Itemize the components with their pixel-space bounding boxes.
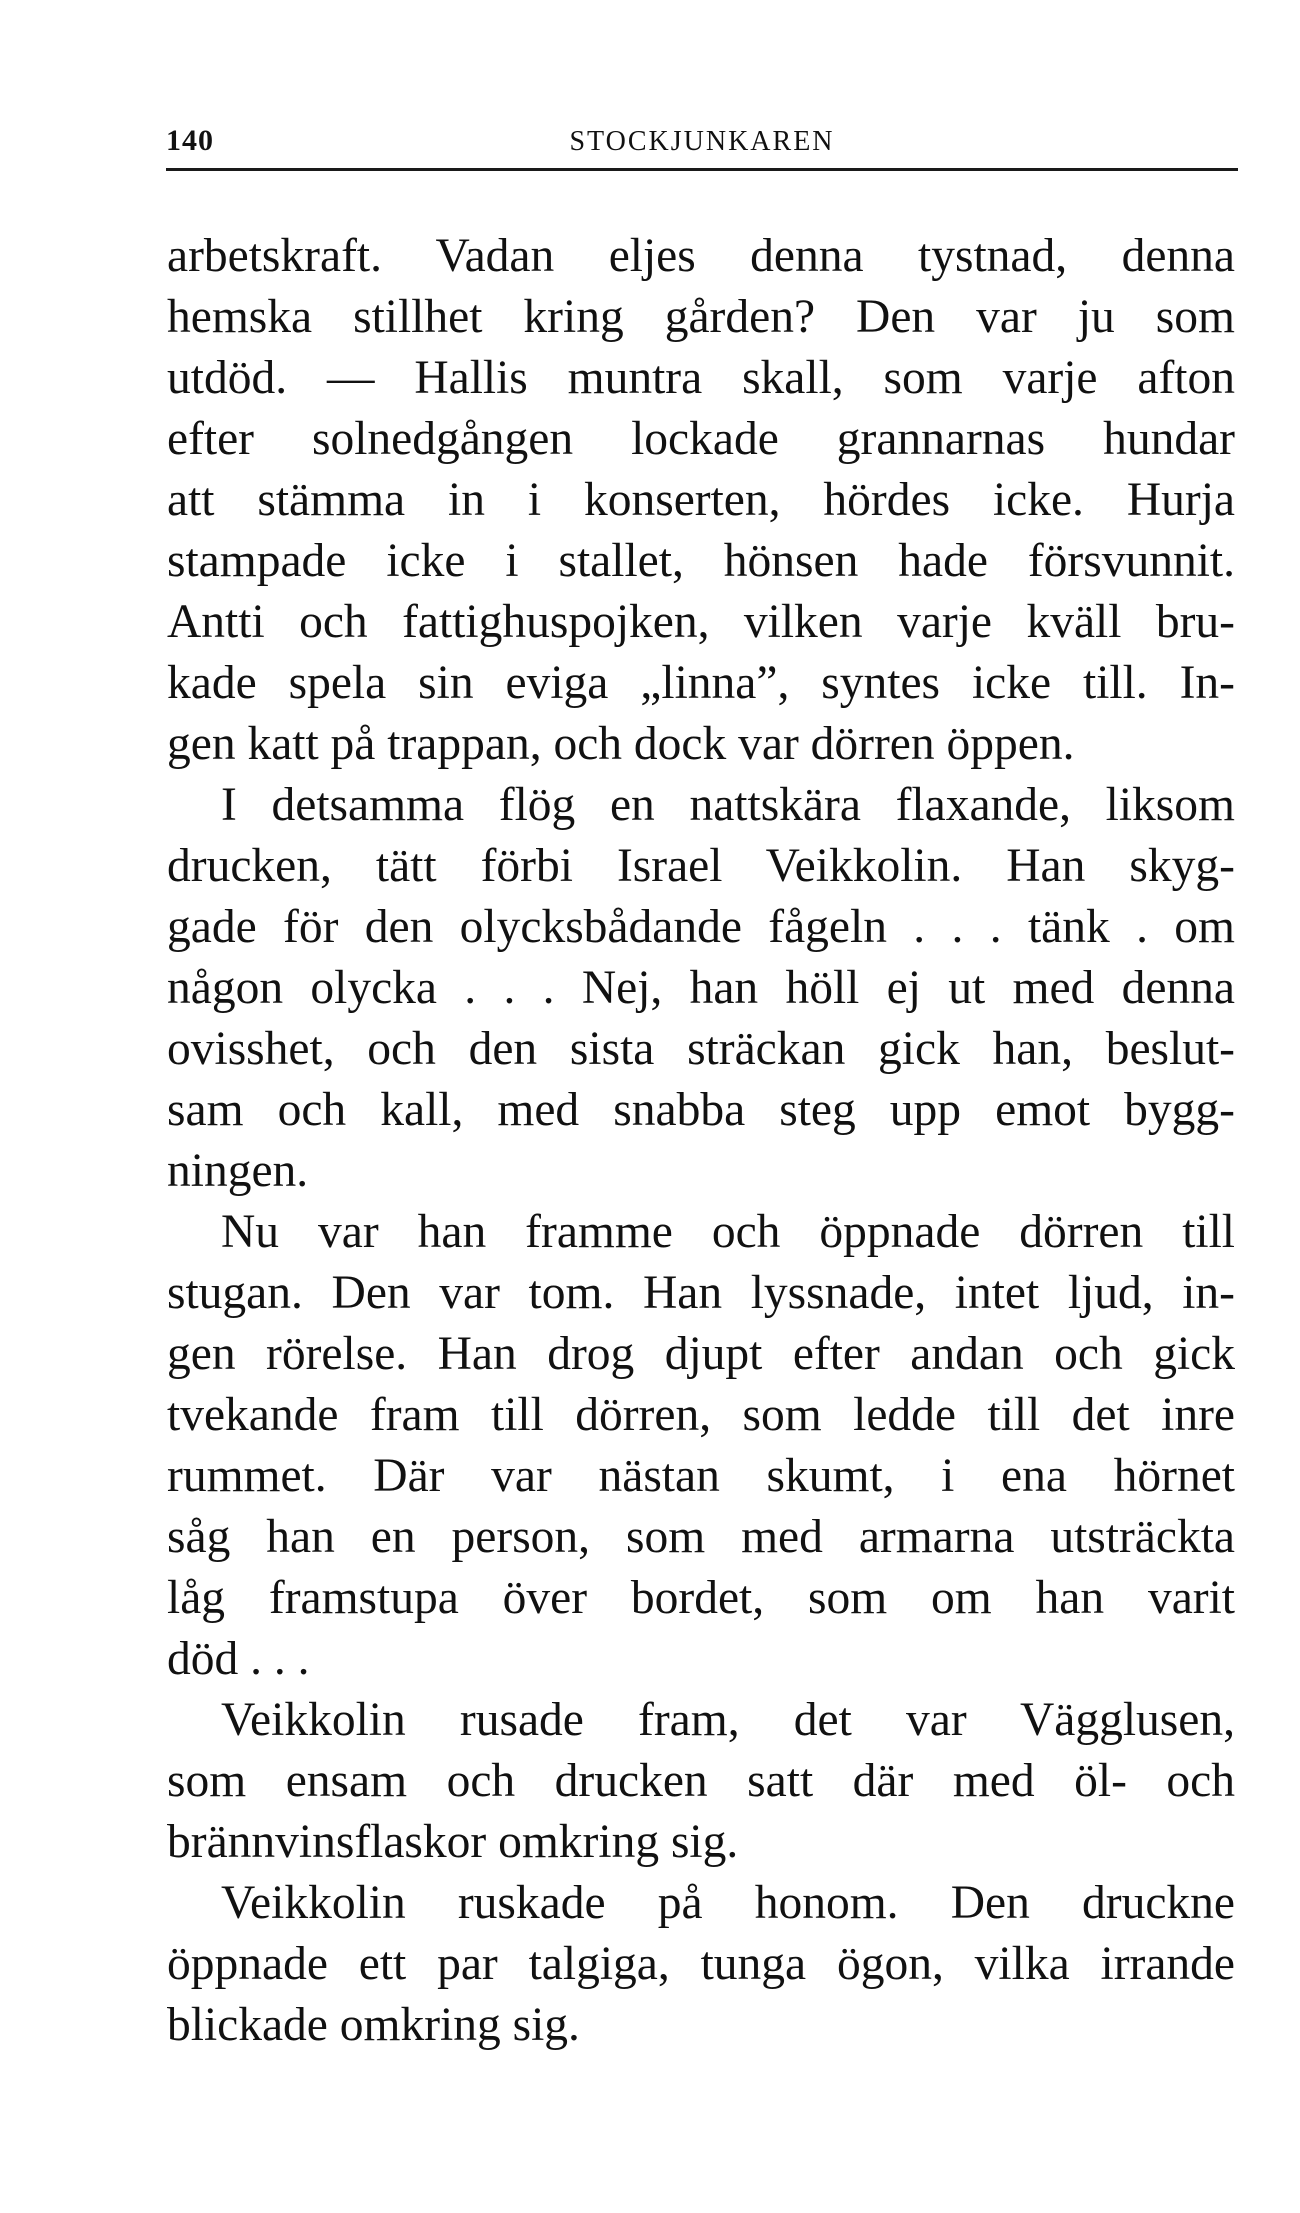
paragraph-2: [167, 775, 1235, 1202]
text-line: såg han en person, som med armarna utsträckta: [167, 1511, 1235, 1563]
text-line: Veikkolin ruskade på honom. Den druckne: [221, 1877, 1235, 1929]
text-line: ningen.: [167, 1145, 309, 1197]
text-line: brännvinsflaskor omkring sig.: [167, 1816, 739, 1868]
text-line: gade för den olycksbådande fågeln . . . tänk . om: [167, 901, 1235, 953]
text-line: Antti och fattighuspojken, vilken varje kväll bru-: [167, 596, 1235, 648]
running-title: STOCKJUNKAREN: [569, 126, 835, 157]
text-line: gen rörelse. Han drog djupt efter andan och gick: [167, 1328, 1235, 1380]
text-line: arbetskraft. Vadan eljes denna tystnad, denna: [167, 230, 1235, 282]
text-line: gen katt på trappan, och dock var dörren öppen.: [167, 718, 1075, 770]
text-line: Veikkolin rusade fram, det var Vägglusen,: [221, 1694, 1235, 1746]
paragraph-4: [167, 1690, 1235, 1873]
text-line: låg framstupa över bordet, som om han varit: [167, 1572, 1235, 1624]
text-line: drucken, tätt förbi Israel Veikkolin. Han skyg-: [167, 840, 1235, 892]
text-line: hemska stillhet kring gården? Den var ju som: [167, 291, 1235, 343]
text-line: utdöd. — Hallis muntra skall, som varje afton: [167, 352, 1235, 404]
running-header: [166, 118, 1238, 171]
text-line: ovisshet, och den sista sträckan gick han, beslut-: [167, 1023, 1235, 1075]
text-line: tvekande fram till dörren, som ledde till det inre: [167, 1389, 1235, 1441]
text-line: som ensam och drucken satt där med öl- och: [167, 1755, 1235, 1807]
text-line: Nu var han framme och öppnade dörren till: [221, 1206, 1235, 1258]
paragraph-1: [167, 226, 1235, 775]
text-line: stugan. Den var tom. Han lyssnade, intet ljud, in-: [167, 1267, 1235, 1319]
text-line: öppnade ett par talgiga, tunga ögon, vilka irrande: [167, 1938, 1235, 1990]
text-line: I detsamma flög en nattskära flaxande, liksom: [221, 779, 1235, 831]
text-line: död . . .: [167, 1633, 310, 1685]
text-line: sam och kall, med snabba steg upp emot bygg-: [167, 1084, 1235, 1136]
paragraph-5: [167, 1873, 1235, 2056]
body-text: [167, 226, 1235, 2056]
text-line: blickade omkring sig.: [167, 1999, 580, 2051]
text-line: efter solnedgången lockade grannarnas hundar: [167, 413, 1235, 465]
text-line: stampade icke i stallet, hönsen hade försvunnit.: [167, 535, 1235, 587]
text-line: rummet. Där var nästan skumt, i ena hörnet: [167, 1450, 1235, 1502]
text-line: att stämma in i konserten, hördes icke. Hurja: [167, 474, 1235, 526]
text-line: kade spela sin eviga „linna”, syntes icke till. In-: [167, 657, 1235, 709]
paragraph-3: [167, 1202, 1235, 1690]
text-line: någon olycka . . . Nej, han höll ej ut med denna: [167, 962, 1235, 1014]
page-number: 140: [166, 124, 214, 157]
